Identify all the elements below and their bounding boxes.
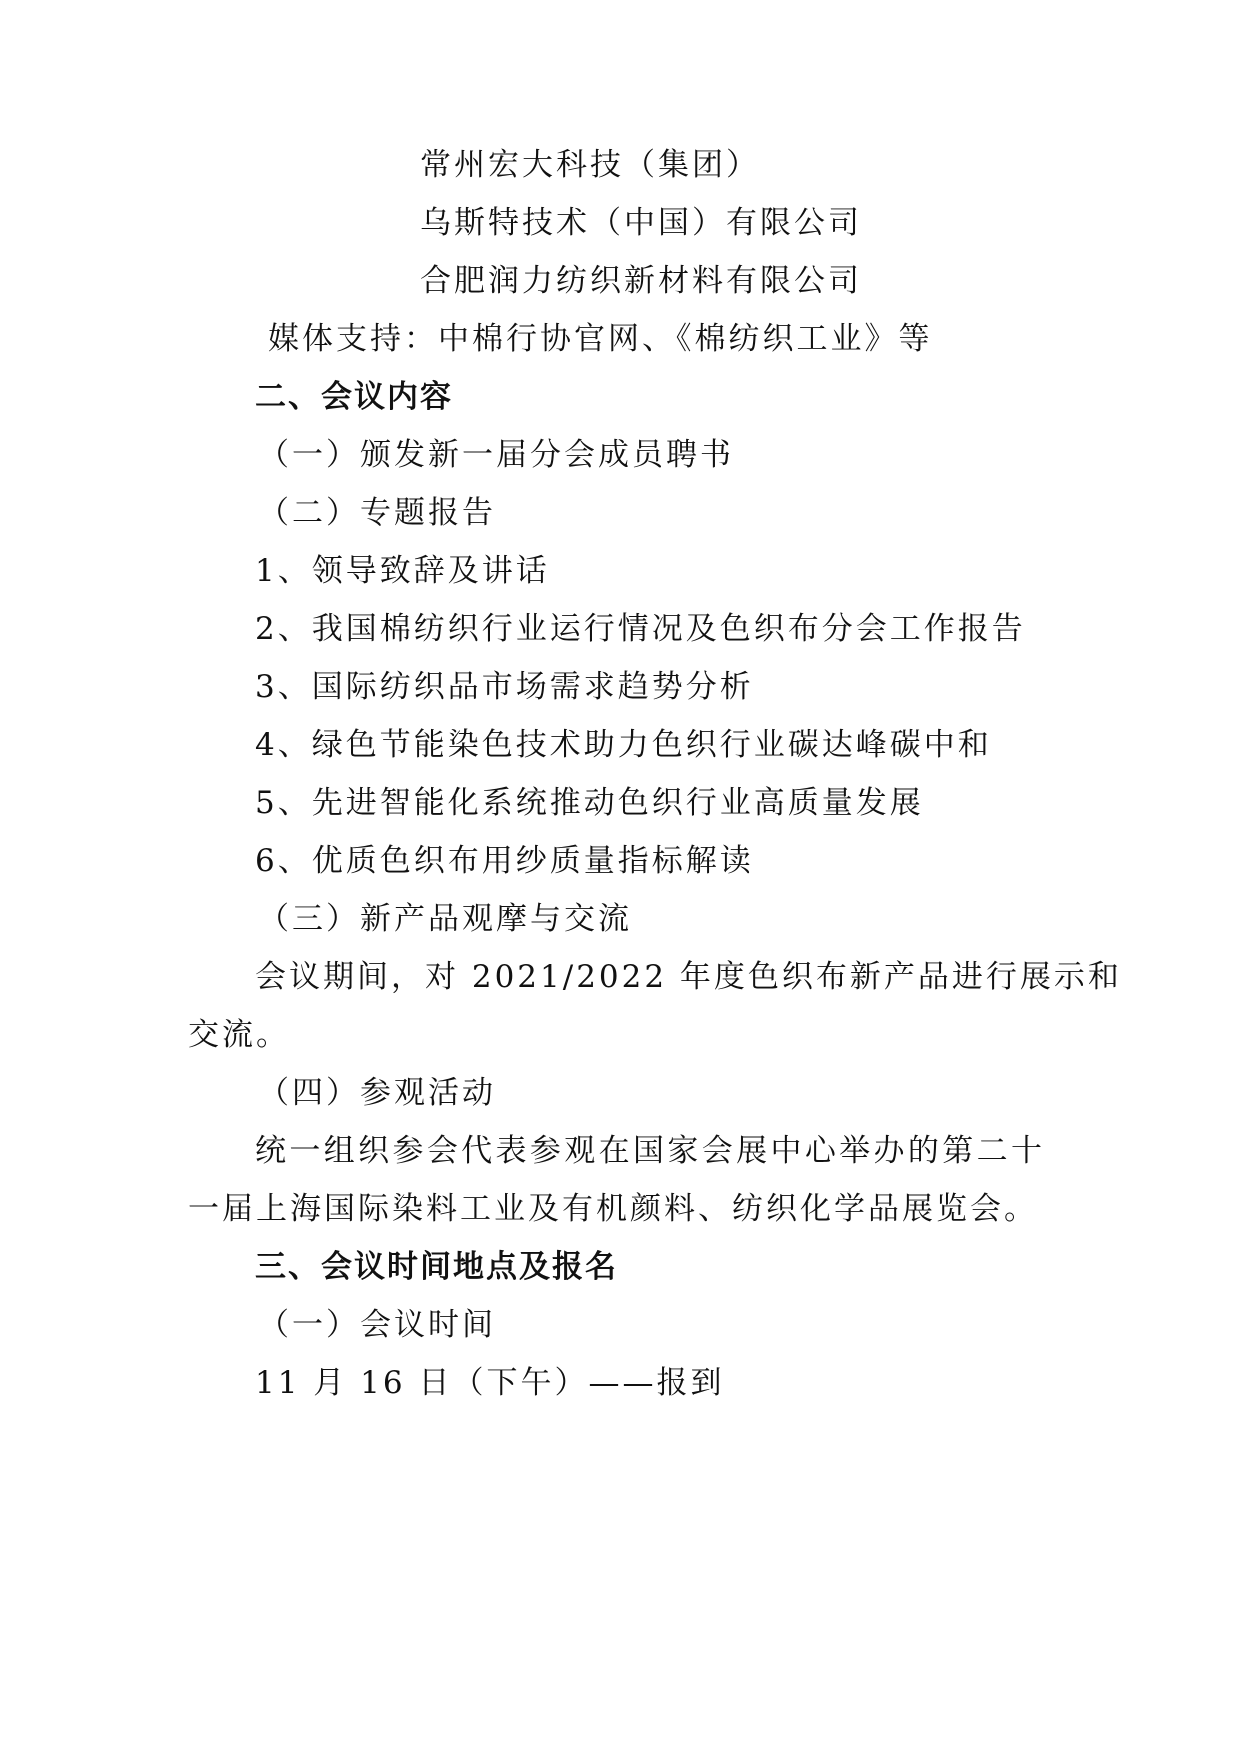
subsection-heading: （一）颁发新一届分会成员聘书 — [258, 437, 734, 473]
paragraph-line: 统一组织参会代表参观在国家会展中心举办的第二十 — [255, 1133, 1045, 1169]
section-heading-2: 二、会议内容 — [255, 379, 453, 415]
sponsor-company-1: 常州宏大科技（集团） — [420, 147, 760, 183]
subsection-heading: （二）专题报告 — [258, 495, 496, 531]
paragraph-line: 一届上海国际染料工业及有机颜料、纺织化学品展览会。 — [188, 1191, 1038, 1227]
report-item: 3、国际纺织品市场需求趋势分析 — [255, 669, 754, 705]
paragraph-line: 会议期间，对 2021/2022 年度色织布新产品进行展示和 — [255, 959, 1122, 995]
section-heading-3: 三、会议时间地点及报名 — [255, 1249, 618, 1285]
subsection-heading: （四）参观活动 — [258, 1075, 496, 1111]
report-item: 1、领导致辞及讲话 — [255, 553, 550, 589]
sponsor-company-2: 乌斯特技术（中国）有限公司 — [420, 205, 862, 241]
report-item: 6、优质色织布用纱质量指标解读 — [255, 843, 754, 879]
subsection-heading: （三）新产品观摩与交流 — [258, 901, 632, 937]
report-item: 2、我国棉纺织行业运行情况及色织布分会工作报告 — [255, 611, 1026, 647]
sponsor-company-3: 合肥润力纺织新材料有限公司 — [420, 263, 862, 299]
subsection-heading: （一）会议时间 — [258, 1307, 496, 1343]
media-support: 媒体支持：中棉行协官网、《棉纺织工业》等 — [268, 321, 933, 357]
report-item: 4、绿色节能染色技术助力色织行业碳达峰碳中和 — [255, 727, 992, 763]
report-item: 5、先进智能化系统推动色织行业高质量发展 — [255, 785, 924, 821]
paragraph-line: 交流。 — [188, 1017, 290, 1053]
schedule-line: 11 月 16 日（下午）——报到 — [255, 1365, 725, 1401]
